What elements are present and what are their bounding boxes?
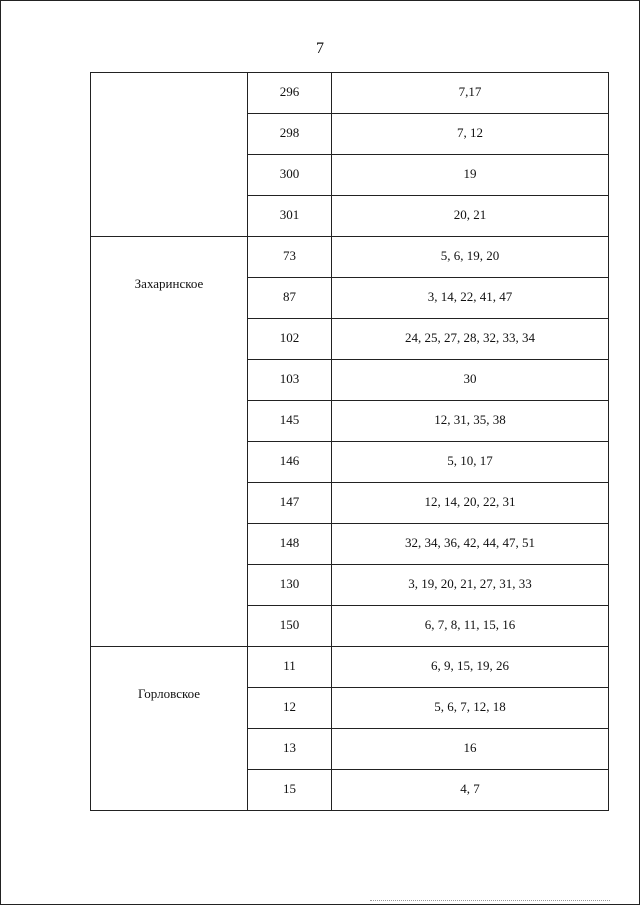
plot-numbers: 6, 7, 8, 11, 15, 16 (332, 606, 609, 647)
plot-numbers: 19 (332, 155, 609, 196)
block-number: 15 (248, 770, 332, 811)
plot-numbers: 12, 14, 20, 22, 31 (332, 483, 609, 524)
plot-numbers: 7,17 (332, 73, 609, 114)
allotment-table (90, 72, 609, 811)
block-number: 73 (248, 237, 332, 278)
plot-numbers: 3, 19, 20, 21, 27, 31, 33 (332, 565, 609, 606)
plot-numbers: 3, 14, 22, 41, 47 (332, 278, 609, 319)
plot-numbers: 6, 9, 15, 19, 26 (332, 647, 609, 688)
block-number: 148 (248, 524, 332, 565)
table-row (91, 647, 609, 688)
plot-numbers: 5, 10, 17 (332, 442, 609, 483)
block-number: 300 (248, 155, 332, 196)
block-number: 146 (248, 442, 332, 483)
plot-numbers: 12, 31, 35, 38 (332, 401, 609, 442)
block-number: 87 (248, 278, 332, 319)
settlement-cell (91, 237, 248, 647)
block-number: 103 (248, 360, 332, 401)
plot-numbers: 4, 7 (332, 770, 609, 811)
block-number: 13 (248, 729, 332, 770)
plot-numbers: 32, 34, 36, 42, 44, 47, 51 (332, 524, 609, 565)
block-number: 298 (248, 114, 332, 155)
block-number: 150 (248, 606, 332, 647)
block-number: 145 (248, 401, 332, 442)
block-number: 296 (248, 73, 332, 114)
block-number: 11 (248, 647, 332, 688)
plot-numbers: 30 (332, 360, 609, 401)
table-row (91, 73, 609, 114)
block-number: 130 (248, 565, 332, 606)
plot-numbers: 20, 21 (332, 196, 609, 237)
plot-numbers: 24, 25, 27, 28, 32, 33, 34 (332, 319, 609, 360)
plot-numbers: 5, 6, 7, 12, 18 (332, 688, 609, 729)
plot-numbers: 5, 6, 19, 20 (332, 237, 609, 278)
plot-numbers: 7, 12 (332, 114, 609, 155)
block-number: 301 (248, 196, 332, 237)
settlement-name: Захаринское (134, 276, 204, 291)
settlement-cell (91, 73, 248, 237)
settlement-name: Горловское (137, 686, 201, 701)
block-number: 12 (248, 688, 332, 729)
table-row (91, 237, 609, 278)
scan-artifact (370, 900, 610, 903)
page-number: 7 (316, 40, 324, 57)
plot-numbers: 16 (332, 729, 609, 770)
block-number: 147 (248, 483, 332, 524)
settlement-cell (91, 647, 248, 811)
block-number: 102 (248, 319, 332, 360)
